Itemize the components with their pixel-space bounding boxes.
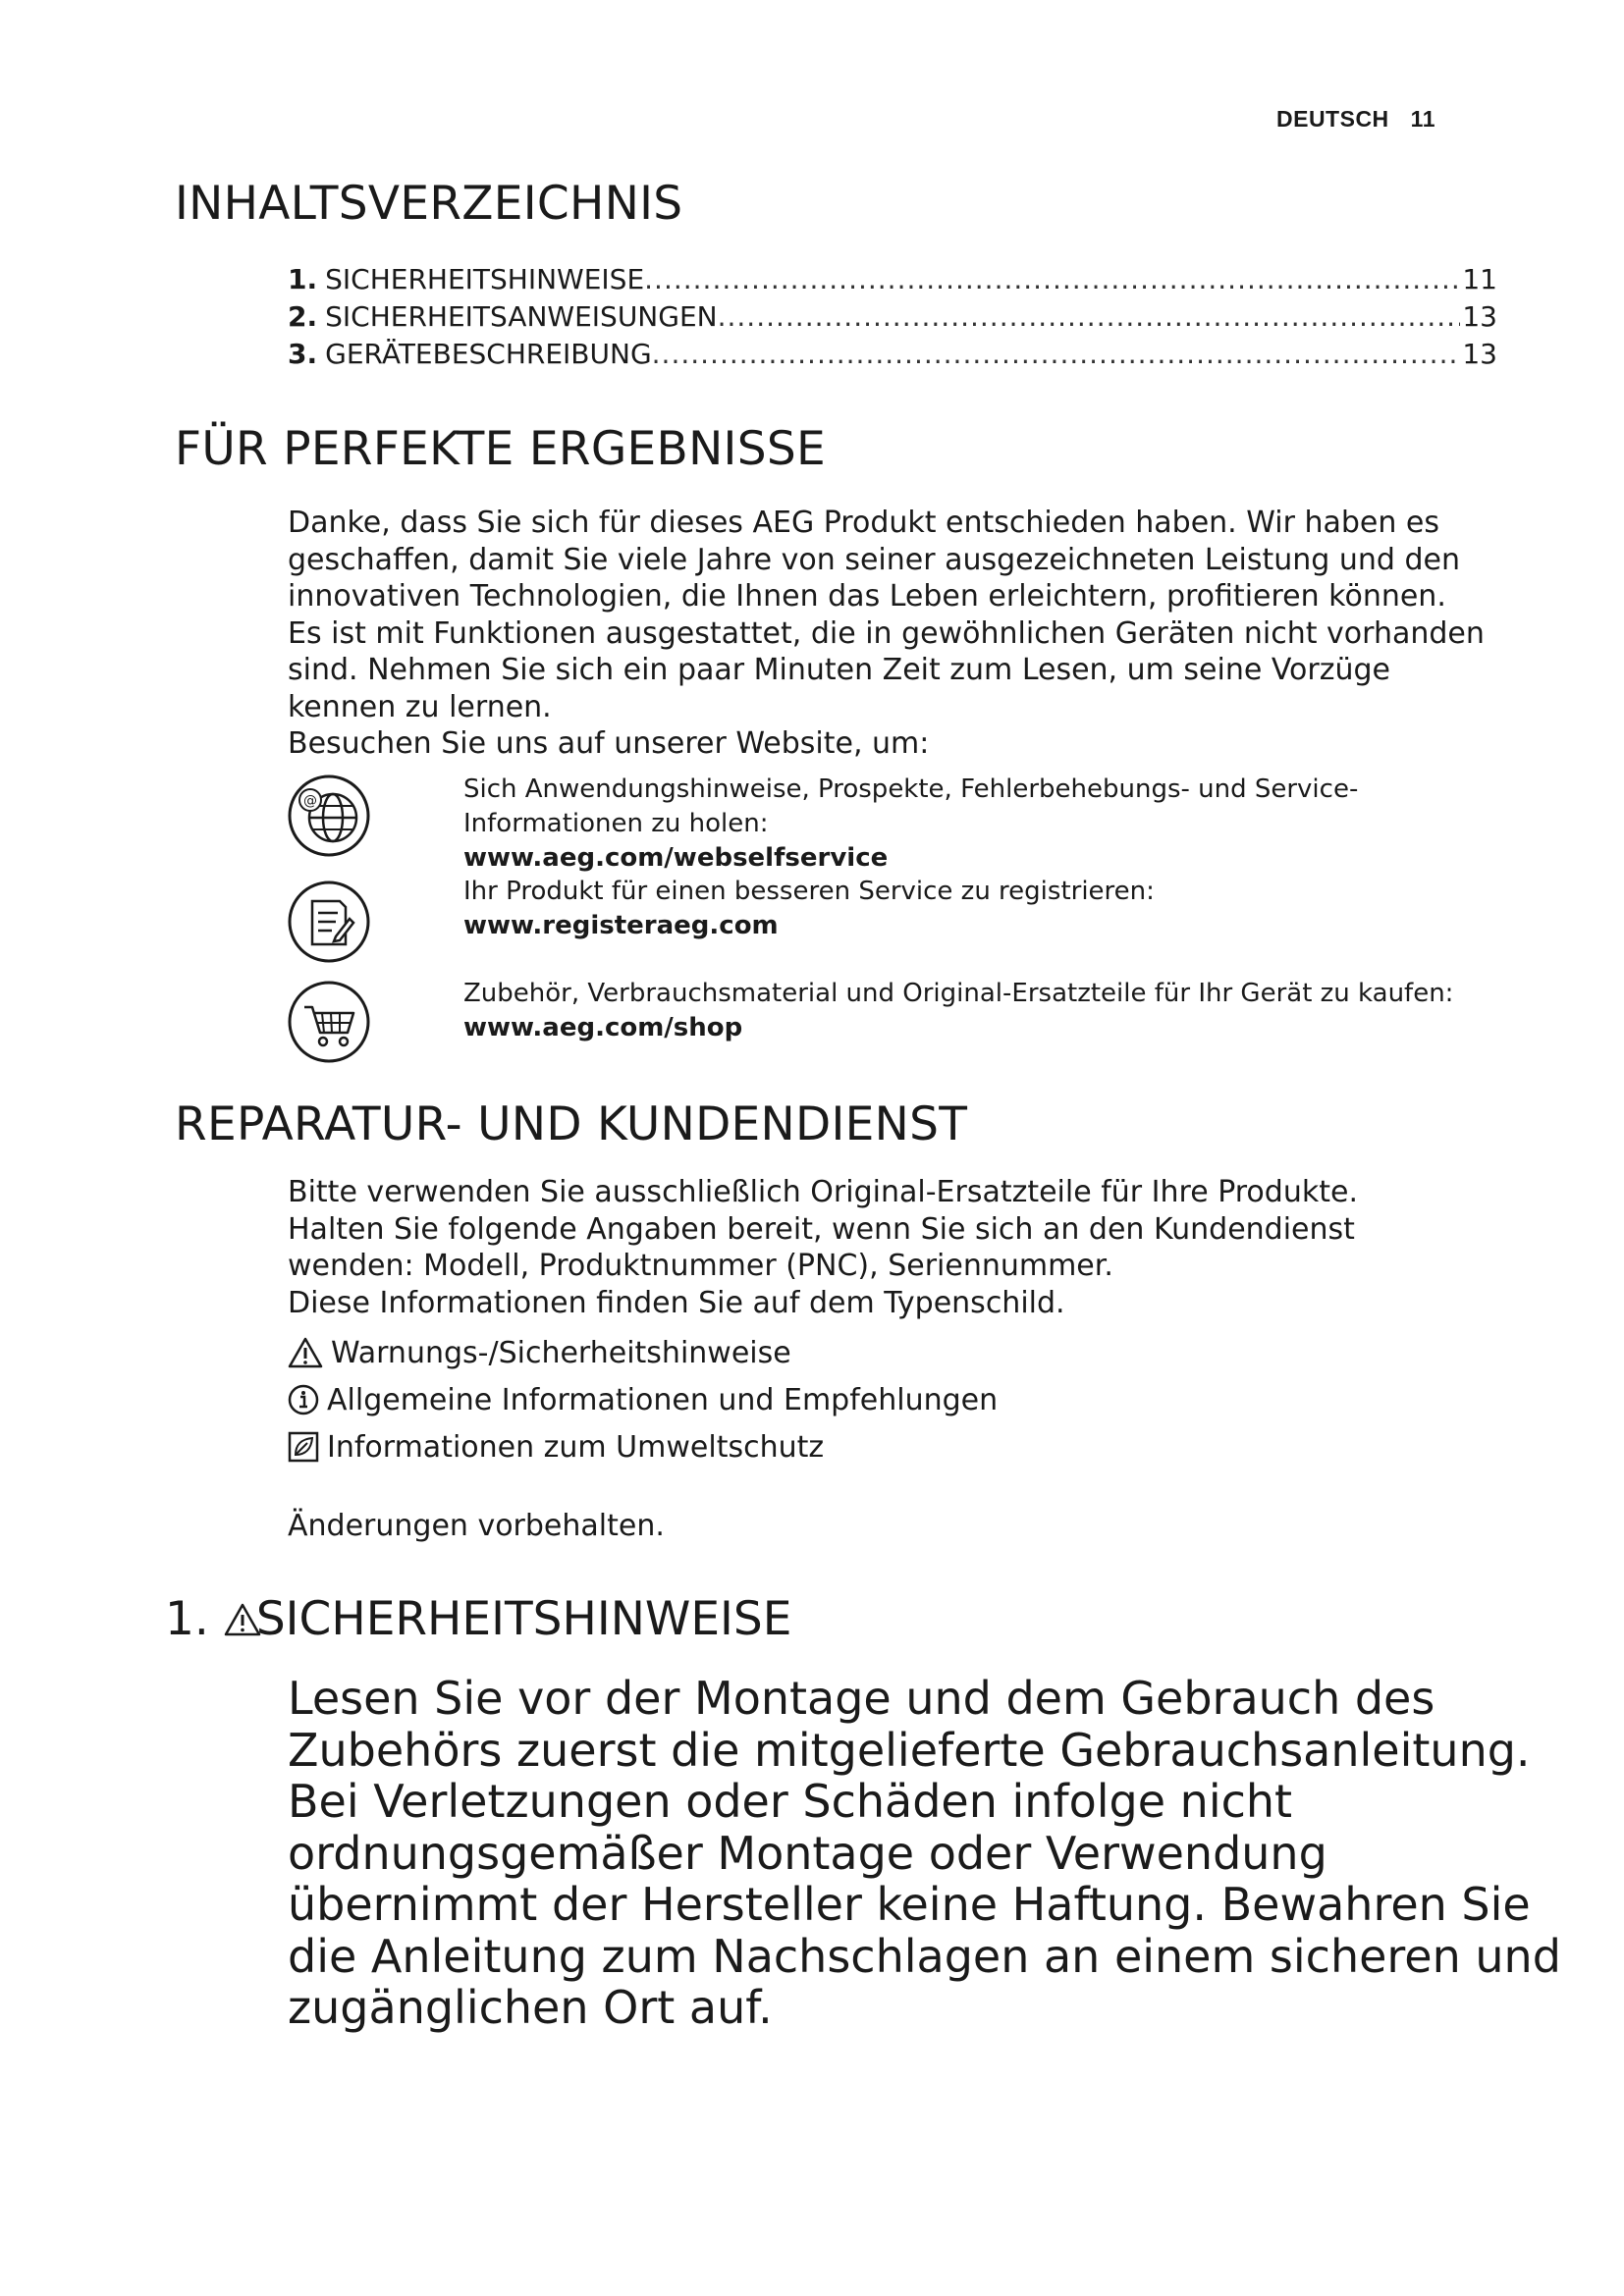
toc-leader bbox=[652, 338, 1461, 370]
legend-label: Warnungs-/Sicherheitshinweise bbox=[331, 1335, 791, 1370]
symbol-legend bbox=[288, 1329, 998, 1470]
toc-entry-number: 3. bbox=[288, 338, 318, 370]
legend-item bbox=[288, 1329, 998, 1376]
legend-label: Informationen zum Umweltschutz bbox=[327, 1429, 825, 1465]
safety-text bbox=[288, 1673, 1561, 2034]
paragraph-line: Es ist mit Funktionen ausgestattet, die in gewöhnlichen Geräten nicht vorhanden bbox=[288, 615, 1485, 651]
toc-entry-number: 2. bbox=[288, 300, 318, 333]
paragraph-line: Danke, dass Sie sich für dieses AEG Produkt entschieden haben. Wir haben es bbox=[288, 506, 1439, 540]
changes-note-text: Änderungen vorbehalten. bbox=[288, 1509, 665, 1543]
environment-icon bbox=[288, 1431, 319, 1463]
paragraph-line: Bitte verwenden Sie ausschließlich Original-Ersatzteile für Ihre Produkte. bbox=[288, 1175, 1358, 1209]
paragraph-line: die Anleitung zum Nachschlagen an einem sicheren und bbox=[288, 1929, 1561, 1983]
safety-section-number: 1. bbox=[165, 1592, 209, 1646]
legend-label: Allgemeine Informationen und Empfehlungen bbox=[327, 1382, 999, 1417]
paragraph-line: geschaffen, damit Sie viele Jahre von seiner ausgezeichneten Leistung und den bbox=[288, 542, 1461, 577]
toc-entry-label: GERÄTEBESCHREIBUNG bbox=[325, 338, 652, 370]
service-link-webselfservice[interactable]: www.aeg.com/webselfservice bbox=[463, 843, 889, 873]
info-icon bbox=[288, 1384, 319, 1415]
toc-entry-label: SICHERHEITSHINWEISE bbox=[325, 263, 645, 295]
globe-icon bbox=[287, 774, 371, 858]
paragraph-line: Diese Informationen finden Sie auf dem Typenschild. bbox=[288, 1285, 1065, 1320]
legend-item bbox=[288, 1376, 998, 1423]
paragraph-line: sind. Nehmen Sie sich ein paar Minuten Zeit zum Lesen, um seine Vorzüge bbox=[288, 653, 1390, 687]
service-shop bbox=[463, 977, 1453, 1045]
paragraph-line: kennen zu lernen. bbox=[288, 689, 552, 724]
cart-icon bbox=[287, 980, 371, 1064]
register-icon bbox=[287, 880, 371, 964]
service-link-register[interactable]: www.registeraeg.com bbox=[463, 911, 779, 940]
toc-entry[interactable] bbox=[288, 300, 1497, 338]
paragraph-line: Besuchen Sie uns auf unserer Website, um: bbox=[288, 726, 930, 761]
paragraph-line: ordnungsgemäßer Montage oder Verwendung bbox=[288, 1826, 1327, 1880]
service-text: Sich Anwendungshinweise, Prospekte, Fehlerbehebungs- und Service- bbox=[463, 774, 1359, 804]
header-language: DEUTSCH bbox=[1276, 106, 1389, 132]
toc-entry-number: 1. bbox=[288, 263, 318, 295]
header-page-number: 11 bbox=[1410, 106, 1435, 132]
changes-note bbox=[288, 1508, 665, 1545]
toc-entry-page: 13 bbox=[1462, 300, 1497, 333]
service-text: Ihr Produkt für einen besseren Service zu registrieren: bbox=[463, 877, 1155, 906]
service-link-shop[interactable]: www.aeg.com/shop bbox=[463, 1013, 743, 1042]
page-header bbox=[1276, 106, 1435, 133]
legend-item bbox=[288, 1423, 998, 1470]
perfect-results-text bbox=[288, 505, 1485, 763]
repair-service-title: REPARATUR- UND KUNDENDIENST bbox=[175, 1097, 968, 1151]
toc-entry[interactable] bbox=[288, 338, 1497, 375]
paragraph-line: Halten Sie folgende Angaben bereit, wenn Sie sich an den Kundendienst bbox=[288, 1211, 1355, 1247]
perfect-results-title: FÜR PERFEKTE ERGEBNISSE bbox=[175, 422, 826, 476]
toc-list bbox=[288, 263, 1497, 375]
service-text: Informationen zu holen: bbox=[463, 809, 769, 838]
paragraph-line: übernimmt der Hersteller keine Haftung. Bewahren Sie bbox=[288, 1878, 1531, 1931]
paragraph-line: wenden: Modell, Produktnummer (PNC), Seriennummer. bbox=[288, 1249, 1113, 1283]
svg-text:@: @ bbox=[303, 793, 317, 809]
service-text: Zubehör, Verbrauchsmaterial und Original-Ersatzteile für Ihr Gerät zu kaufen: bbox=[463, 979, 1454, 1008]
warning-icon bbox=[288, 1336, 323, 1369]
service-webselfservice bbox=[463, 773, 1358, 876]
paragraph-line: zugänglichen Ort auf. bbox=[288, 1981, 773, 2034]
paragraph-line: Lesen Sie vor der Montage und dem Gebrauch des bbox=[288, 1672, 1435, 1725]
service-register bbox=[463, 875, 1155, 943]
safety-title: SICHERHEITSHINWEISE bbox=[255, 1592, 792, 1646]
toc-leader bbox=[718, 300, 1461, 333]
repair-service-text bbox=[288, 1174, 1358, 1321]
paragraph-line: innovativen Technologien, die Ihnen das Leben erleichtern, profitieren können. bbox=[288, 579, 1446, 614]
paragraph-line: Zubehörs zuerst die mitgelieferte Gebrauchsanleitung. bbox=[288, 1723, 1531, 1777]
toc-entry[interactable] bbox=[288, 263, 1497, 300]
paragraph-line: Bei Verletzungen oder Schäden infolge nicht bbox=[288, 1775, 1293, 1828]
toc-title: INHALTSVERZEICHNIS bbox=[175, 177, 683, 231]
safety-heading bbox=[165, 1592, 791, 1646]
toc-entry-page: 11 bbox=[1462, 263, 1497, 295]
toc-entry-page: 13 bbox=[1462, 338, 1497, 370]
toc-entry-label: SICHERHEITSANWEISUNGEN bbox=[325, 300, 718, 333]
toc-leader bbox=[644, 263, 1460, 295]
